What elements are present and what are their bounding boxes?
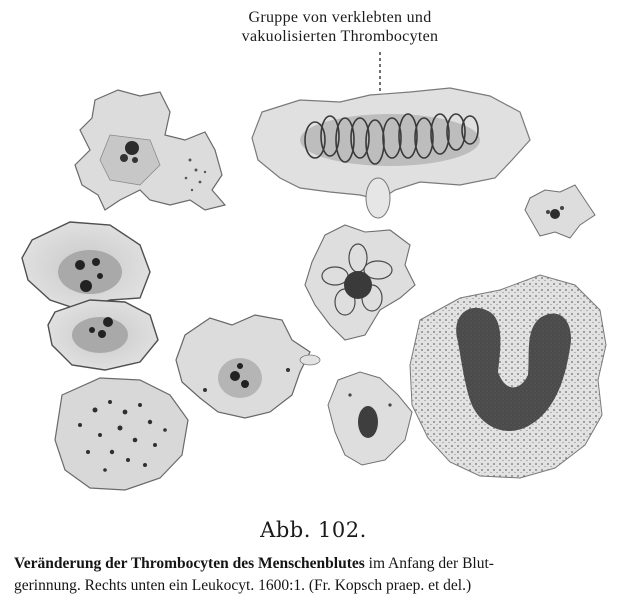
figure-caption [14, 553, 619, 597]
platelet-small-center [328, 372, 412, 465]
figure-number: Abb. 102. [260, 518, 367, 542]
caption-line-1 [14, 553, 619, 575]
platelet-granular-bottom-left [55, 378, 188, 490]
caption-line1-rest: im Anfang der Blut- [364, 555, 494, 572]
caption-title: Veränderung der Thrombocyten des Menschenblutes [14, 555, 365, 572]
vacuolated-platelet-cluster [252, 88, 530, 218]
cluster-label-line1: Gruppe von verklebten und [248, 9, 432, 26]
cluster-label-line2: vakuolisierten Thrombocyten [241, 28, 439, 45]
platelet-flower-center [305, 225, 415, 340]
leukocyte-bottom-right [410, 275, 606, 478]
caption-line-2: gerinnung. Rechts unten ein Leukocyt. 1600:1. (Fr. Kopsch praep. et del.) [14, 577, 472, 594]
platelet-irregular-center [176, 315, 320, 418]
platelet-small-right [525, 185, 595, 238]
platelet-cluster-top-left [75, 90, 225, 210]
platelet-pair-left [22, 222, 158, 370]
